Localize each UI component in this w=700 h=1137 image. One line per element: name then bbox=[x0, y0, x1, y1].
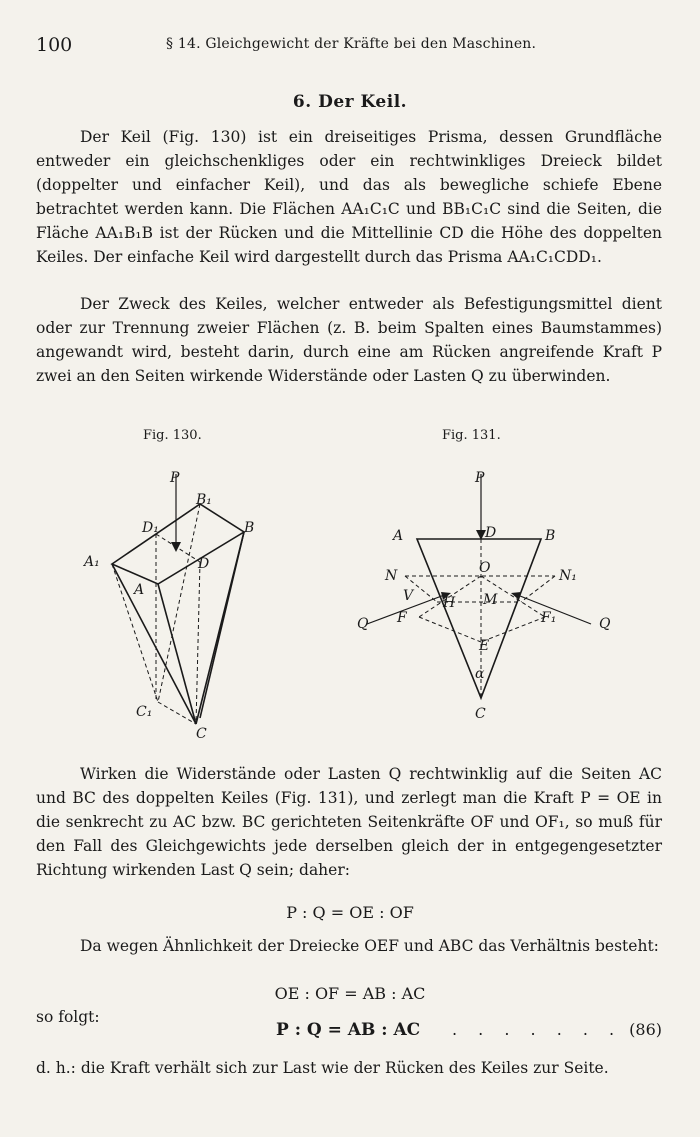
fig131-label-Q-left: Q bbox=[357, 616, 369, 632]
fig131-label-alpha: α bbox=[475, 666, 485, 682]
fig131-label-Q-right: Q bbox=[599, 616, 611, 632]
paragraph-3: Wirken die Widerstände oder Lasten Q rechtwinklig auf die Seiten AC und BC des doppelten Keiles (Fig. 131), und zerlegt man die Kraft P = OE in die senkrecht zu AC bzw. BC gerichteten Seitenkräfte OF und OF₁, so muß für den Fall des Gleichgewichts jede derselben gleich der in entgegengesetzter Richtung wirkenden Last Q sein; daher: bbox=[36, 765, 662, 879]
hidden-height-cd bbox=[196, 562, 200, 724]
fig130-label-B1: B₁ bbox=[196, 492, 212, 508]
fig131-label-H: H bbox=[443, 595, 456, 611]
running-title: § 14. Gleichgewicht der Kräfte bei den Maschinen. bbox=[166, 36, 537, 52]
fig130-label-A1: A₁ bbox=[84, 554, 100, 570]
fig130-label-C1: C₁ bbox=[136, 704, 153, 720]
fig130-label-A: A bbox=[134, 582, 145, 598]
fig131-label-F1: F₁ bbox=[541, 610, 557, 626]
fig130-wedge-prism bbox=[70, 452, 270, 752]
paragraph-5: d. h.: die Kraft verhält sich zur Last wie der Rücken des Keiles zur Seite. bbox=[36, 1059, 609, 1077]
fig130-label-P: P bbox=[170, 470, 180, 486]
edge-a1-c bbox=[112, 564, 196, 724]
equation-number: (86) bbox=[629, 1020, 662, 1039]
fig130-label-C: C bbox=[196, 726, 207, 742]
fig131-label-M: M bbox=[483, 592, 498, 608]
fig131-force-diagram bbox=[355, 452, 635, 742]
fig131-label-N1: N₁ bbox=[559, 568, 577, 584]
section-title: 6. Der Keil. bbox=[292, 92, 408, 112]
fig130-label-D1: D₁ bbox=[142, 520, 159, 536]
fig130-label-B: B bbox=[244, 520, 255, 536]
fig130-caption: Fig. 130. bbox=[143, 428, 202, 443]
fig130-label-D: D bbox=[198, 556, 210, 572]
so-folgt-text: so folgt: bbox=[36, 1008, 100, 1026]
page-number: 100 bbox=[36, 34, 73, 56]
fig131-label-N: N bbox=[385, 568, 398, 584]
hidden-edge-b1-c1 bbox=[158, 504, 200, 702]
equation-86: P : Q = AB : AC bbox=[276, 1020, 421, 1040]
fig131-label-B: B bbox=[545, 528, 556, 544]
line-f1-e bbox=[481, 617, 545, 642]
equation-2: OE : OF = AB : AC bbox=[274, 984, 426, 1003]
fig131-label-O: O bbox=[479, 560, 491, 576]
fig131-label-E: E bbox=[479, 638, 490, 654]
edge-a-c bbox=[158, 584, 196, 724]
page-header bbox=[36, 34, 664, 58]
fig131-label-F: F bbox=[397, 610, 407, 626]
fig131-label-V: V bbox=[403, 588, 414, 604]
fig131-label-A: A bbox=[393, 528, 404, 544]
fig131-label-P: P bbox=[475, 470, 485, 486]
fig131-label-D: D bbox=[485, 525, 497, 541]
paragraph-2: Der Zweck des Keiles, welcher entweder als Befestigungsmittel dient oder zur Trennung zweier Flächen (z. B. beim Spalten eines Baumstammes) angewandt wird, besteht darin, durch eine am Rücken angreifende Kraft P zwei an den Seiten wirkende Widerstände oder Lasten Q zu überwinden. bbox=[36, 295, 662, 385]
fig131-caption: Fig. 131. bbox=[442, 428, 501, 443]
paragraph-4: Da wegen Ähnlichkeit der Dreiecke OEF und ABC das Verhältnis besteht: bbox=[80, 937, 659, 955]
equation-1: P : Q = OE : OF bbox=[286, 903, 414, 922]
fig131-label-C: C bbox=[475, 706, 486, 722]
equation-leader-dots: . . . . . . . bbox=[452, 1020, 623, 1039]
paragraph-1: Der Keil (Fig. 130) ist ein dreiseitiges Prisma, dessen Grundfläche entweder ein gleichschenkliges oder ein rechtwinkliges Dreieck bildet (doppelter und einfacher Keil), und das als bewegliche schiefe Ebene betrachtet werden kann. Die Flächen AA₁C₁C und BB₁C₁C sind die Seiten, die Fläche AA₁B₁B ist der Rücken und die Mittellinie CD die Höhe des doppelten Keiles. Der einfache Keil wird dargestellt durch das Prisma AA₁C₁CDD₁. bbox=[36, 128, 662, 266]
